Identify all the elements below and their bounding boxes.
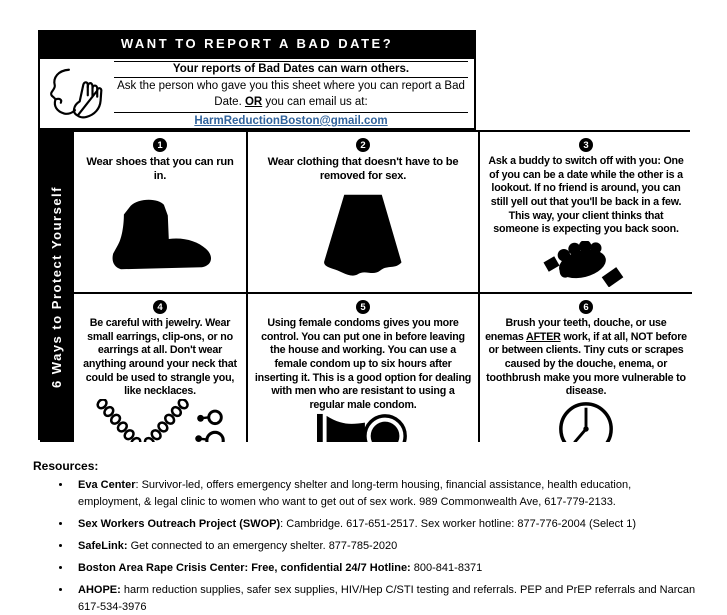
- resource-name: Boston Area Rape Crisis Center: Free, confidential 24/7 Hotline:: [78, 562, 411, 575]
- tip-cell-3: [478, 132, 692, 292]
- female-condom-icon: [315, 413, 411, 442]
- tip-number-badge: 4: [153, 300, 167, 314]
- necklace-earrings-icon: [91, 399, 229, 442]
- resource-desc: harm reduction supplies, safer sex supplies, HIV/Hep C/STI testing and referrals. PEP and PrEP referrals and Narcan 617-534-3976: [78, 584, 696, 614]
- earrings-icon: [195, 411, 223, 442]
- email-link[interactable]: HarmReductionBoston@gmail.com: [194, 115, 388, 128]
- resources-list: [33, 477, 697, 615]
- tip-number-badge: 1: [153, 138, 167, 152]
- resource-item-swop: [72, 516, 697, 533]
- tip-text-5: Using female condoms gives you more control. You can put one in before leaving the house and working. You can use a female condom up to six hours after inserting it. This is a good option for dealing with men who are resistant to using a regular male condom.: [254, 317, 472, 412]
- tip-cell-2: [246, 132, 478, 292]
- skirt-icon: [311, 184, 415, 290]
- handshake-icon: [542, 237, 630, 290]
- resource-item-safelink: [72, 538, 697, 555]
- tips-sidebar: [40, 132, 72, 442]
- tips-table: [38, 130, 690, 440]
- tip-cell-5: [246, 292, 478, 442]
- report-header-bar: [38, 30, 476, 57]
- tip-text-6: Brush your teeth, douche, or use enemas AFTER work, if at all, NOT before or between clients. Tiny cuts or scrapes caused by the douche, enema, or toothbrush make you more vulnerable to disease.: [485, 317, 687, 398]
- info-line-3: [114, 113, 468, 128]
- report-title: WANT TO REPORT A BAD DATE?: [120, 36, 394, 51]
- tip-cell-6: [478, 292, 692, 442]
- clock-icon: [556, 399, 616, 442]
- resource-desc: 800-841-8371: [410, 562, 483, 575]
- or-emphasis: OR: [244, 95, 263, 108]
- tip-text-1: Wear shoes that you can run in.: [86, 156, 234, 183]
- whisper-icon: [40, 59, 114, 128]
- resource-desc: : Cambridge. 617-651-2517. Sex worker hotline: 877-776-2004 (Select 1): [280, 518, 637, 531]
- info-line-1: Your reports of Bad Dates can warn others.: [114, 61, 468, 78]
- after-emphasis: AFTER: [526, 330, 561, 343]
- resource-name: Sex Workers Outreach Project (SWOP): [78, 518, 281, 531]
- resources-heading: Resources:: [33, 459, 99, 473]
- tip-number-badge: 3: [579, 138, 593, 152]
- tip-number-badge: 2: [356, 138, 370, 152]
- tip-cell-1: [72, 132, 246, 292]
- tip-number-badge: 6: [579, 300, 593, 314]
- resource-name: AHOPE:: [78, 584, 121, 597]
- resource-item-ahope: [72, 582, 697, 615]
- report-info-text: [114, 59, 474, 128]
- tip-text-2: Wear clothing that doesn't have to be removed for sex.: [267, 156, 459, 183]
- tip-cell-4: [72, 292, 246, 442]
- sidebar-label: 6 Ways to Protect Yourself: [48, 185, 64, 389]
- resources-section: [33, 459, 697, 615]
- tip-text-3: Ask a buddy to switch off with you: One of you can be a date while the other is a lookout. If no friend is around, you can still yell out that you'll be back in a few. This way, your client thinks that someone is expecting you back soon.: [488, 155, 684, 236]
- resource-desc: Get connected to an emergency shelter. 877-785-2020: [127, 540, 398, 553]
- boot-icon: [101, 184, 219, 290]
- resource-name: SafeLink:: [78, 540, 128, 553]
- resource-desc: : Survivor-led, offers emergency shelter and long-term housing, financial assistance, health education, employment, & legal clinic to women who want to get out of sex work. 989 Commonwealth Ave, 617-779-2133.: [78, 479, 632, 509]
- tip-number-badge: 5: [356, 300, 370, 314]
- resource-name: Eva Center: [78, 479, 136, 491]
- report-info-box: [38, 57, 476, 130]
- tip-text-4: Be careful with jewelry. Wear small earrings, clip-ons, or no earrings at all. Don't wear anything around your neck that could be used to strangle you, like necklaces.: [83, 317, 237, 398]
- resource-item-barcc: [72, 560, 697, 577]
- info-line-2: Ask the person who gave you this sheet where you can report a Bad Date. OR you can email us at:: [114, 78, 468, 113]
- resource-item-eva-center: [72, 477, 697, 511]
